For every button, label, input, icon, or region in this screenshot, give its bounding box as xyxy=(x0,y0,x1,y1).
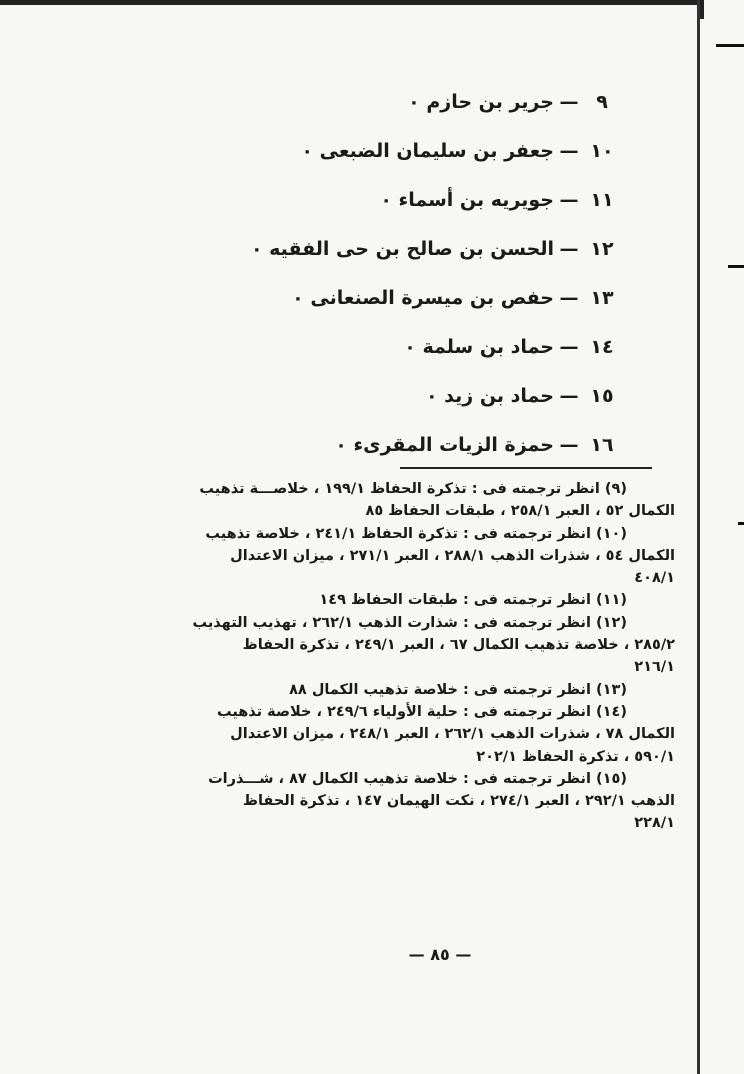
footnote-line: (١١) انظر ترجمته فى : طبقات الحفاظ ١٤٩ xyxy=(319,592,627,609)
list-item xyxy=(280,178,620,227)
footnote-divider xyxy=(400,467,652,469)
list-item xyxy=(280,325,620,374)
list-item xyxy=(280,374,620,423)
footnote-line: ٢١٦/١ xyxy=(634,659,675,676)
list-item xyxy=(280,129,620,178)
scan-mark-lower xyxy=(738,522,744,525)
item-number: ٩ xyxy=(596,91,608,113)
item-dash: — xyxy=(559,238,579,260)
footnote-line: (٩) انظر ترجمته فى : تذكرة الحفاظ ١٩٩/١ ، خلاصـــة تذهيب xyxy=(199,481,627,497)
item-name: جويريه بن أسماء ٠ xyxy=(380,189,554,211)
item-number: ١٥ xyxy=(590,385,614,407)
item-number: ١١ xyxy=(590,189,614,211)
item-name: حمزة الزيات المقرىء ٠ xyxy=(335,434,554,456)
scan-right-edge xyxy=(697,0,700,1074)
item-name: حماد بن سلمة ٠ xyxy=(404,336,554,358)
item-dash: — xyxy=(559,189,579,211)
footnote-line: (١٥) انظر ترجمته فى : خلاصة تذهيب الكمال ٨٧ ، شـــذرات xyxy=(208,770,627,787)
page-number: — ٨٥ — xyxy=(408,945,472,964)
item-dash: — xyxy=(559,336,579,358)
list-item xyxy=(280,423,620,472)
item-name: الحسن بن صالح بن حى الفقيه ٠ xyxy=(250,238,554,260)
footnotes xyxy=(140,478,675,835)
footnote-line: ٥٩٠/١ ، تذكرة الحفاظ ٢٠٢/١ xyxy=(476,748,675,765)
item-name: حماد بن زيد ٠ xyxy=(425,385,554,407)
item-name: جرير بن حازم ٠ xyxy=(408,91,554,113)
scan-top-edge xyxy=(0,0,704,19)
list-item xyxy=(280,276,620,325)
item-dash: — xyxy=(559,91,579,113)
item-name: حفص بن ميسرة الصنعانى ٠ xyxy=(292,287,554,309)
item-number: ١٢ xyxy=(590,238,614,260)
footnote-line: ٤٠٨/١ xyxy=(634,570,675,587)
footnote-line: ٢٨٥/٢ ، خلاصة تذهيب الكمال ٦٧ ، العبر ٢٤٩/١ ، تذكرة الحفاظ xyxy=(242,637,675,654)
footnote-line: ٢٢٨/١ xyxy=(634,815,675,832)
footnote-line: الذهب ٢٩٢/١ ، العبر ٢٧٤/١ ، نكت الهيمان ١٤٧ ، تذكرة الحفاظ xyxy=(242,793,675,810)
item-number: ١٤ xyxy=(590,336,614,358)
item-number: ١٦ xyxy=(590,434,614,456)
footnote-line: (١٣) انظر ترجمته فى : خلاصة تذهيب الكمال ٨٨ xyxy=(289,681,627,698)
item-number: ١٣ xyxy=(590,287,614,309)
item-dash: — xyxy=(559,434,579,456)
footnote-line: (١٢) انظر ترجمته فى : شذارت الذهب ٢٦٢/١ ، تهذيب التهذيب xyxy=(192,614,627,631)
scan-mark-middle xyxy=(728,265,744,268)
footnote-line: الكمال ٧٨ ، شذرات الذهب ٢٦٢/١ ، العبر ٢٤٨/١ ، ميزان الاعتدال xyxy=(230,726,675,743)
biography-list xyxy=(250,80,620,472)
item-dash: — xyxy=(559,287,579,309)
footnote-line: الكمال ٥٢ ، العبر ٢٥٨/١ ، طبقات الحفاظ ٨٥ xyxy=(365,503,675,520)
item-dash: — xyxy=(559,140,579,162)
item-dash: — xyxy=(559,385,579,407)
scan-mark-top xyxy=(716,44,744,47)
list-item xyxy=(250,227,620,276)
footnote-line: (١٠) انظر ترجمته فى : تذكرة الحفاظ ٢٤١/١ ، خلاصة تذهيب xyxy=(205,525,627,542)
list-item xyxy=(280,80,620,129)
item-number: ١٠ xyxy=(590,140,614,162)
footnote-line: الكمال ٥٤ ، شذرات الذهب ٢٨٨/١ ، العبر ٢٧١/١ ، ميزان الاعتدال xyxy=(230,547,675,564)
footnote-line: (١٤) انظر ترجمته فى : حلية الأولياء ٢٤٩/٦ ، خلاصة تذهيب xyxy=(216,703,627,720)
item-name: جعفر بن سليمان الضبعى ٠ xyxy=(301,140,554,162)
